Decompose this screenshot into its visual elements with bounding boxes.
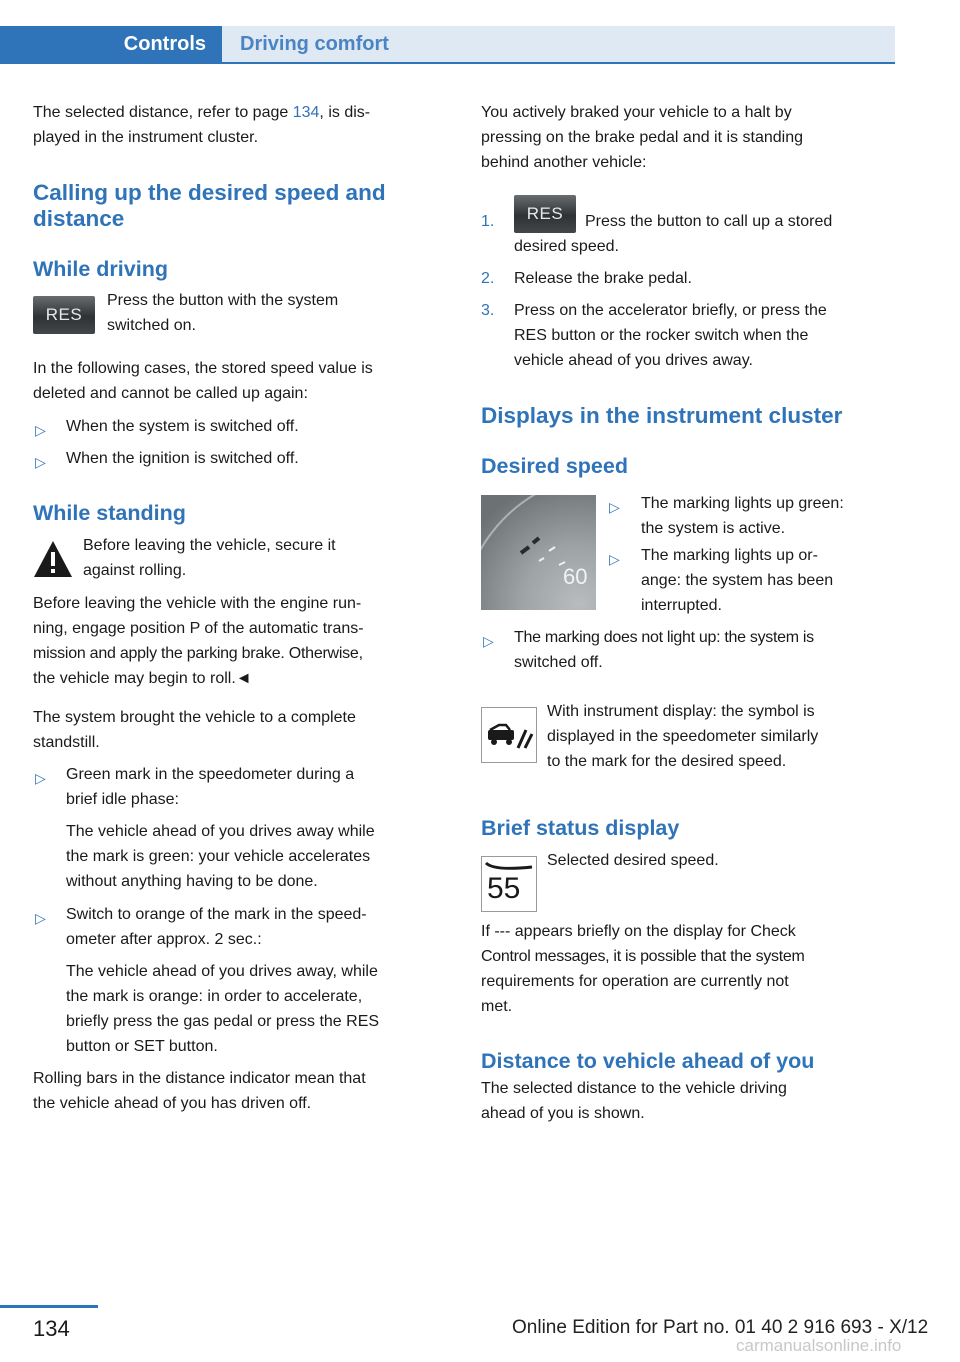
left-column [33, 0, 453, 1200]
step-1-line-1: Press the button to call up a stored [585, 213, 833, 230]
bullet-item-2: When the ignition is switched off. [66, 450, 299, 467]
warning-body-1: Before leaving the vehicle with the engine run- [33, 595, 362, 612]
marking-green-1: The marking lights up green: [641, 495, 844, 512]
standstill-1: The system brought the vehicle to a complete [33, 709, 356, 726]
instr-display-3: to the mark for the desired speed. [547, 753, 787, 770]
orange-sub-3: briefly press the gas pedal or press the RES [66, 1013, 380, 1030]
brief-status-text: Selected desired speed. [547, 852, 719, 869]
heading-brief-status: Brief status display [481, 816, 680, 840]
step-number-2: 2. [481, 270, 495, 287]
marking-off-2: switched off. [514, 654, 603, 671]
instr-display-2: displayed in the speedometer similarly [547, 728, 819, 745]
bullet-icon: ▷ [609, 499, 620, 515]
heading-while-driving: While driving [33, 257, 168, 281]
right-column [481, 0, 901, 1200]
tab-controls[interactable]: Controls [0, 26, 222, 62]
rolling-2: the vehicle ahead of you has driven off. [33, 1095, 312, 1112]
res-button-icon: RES [514, 195, 576, 233]
step-3-line-1: Press on the accelerator briefly, or press the [514, 302, 827, 319]
heading-displays: Displays in the instrument cluster [481, 403, 843, 428]
orange-sub-4: button or SET button. [66, 1038, 218, 1055]
step-number-1: 1. [481, 213, 495, 230]
footer-rule [0, 1305, 98, 1308]
heading-desired-speed: Desired speed [481, 454, 628, 478]
check-line-1: If --- appears briefly on the display for Check [481, 923, 796, 940]
cases-line-1: In the following cases, the stored speed value is [33, 360, 373, 377]
heading-calling-up-2: distance [33, 206, 125, 231]
orange-mark-2: ometer after approx. 2 sec.: [66, 931, 262, 948]
step-2: Release the brake pedal. [514, 270, 692, 287]
page-number: 134 [33, 1316, 70, 1341]
bullet-icon: ▷ [609, 551, 620, 567]
green-mark-2: brief idle phase: [66, 791, 179, 808]
intro-line-2: played in the instrument cluster. [33, 129, 259, 146]
brief-status-icon [481, 856, 537, 912]
heading-distance: Distance to vehicle ahead of you [481, 1049, 815, 1073]
bullet-icon: ▷ [483, 633, 494, 649]
warning-text-2: against rolling. [83, 562, 187, 579]
marking-green-2: the system is active. [641, 520, 786, 537]
green-sub-2: the mark is green: your vehicle accelerates [66, 848, 371, 865]
edition-text: Online Edition for Part no. 01 40 2 916 693 - X/12 [512, 1317, 929, 1338]
marking-orange-3: interrupted. [641, 597, 722, 614]
watermark: carmanualsonline.info [736, 1336, 902, 1355]
green-sub-1: The vehicle ahead of you drives away while [66, 823, 375, 840]
cruise-control-symbol-icon [481, 707, 537, 763]
warning-text-1: Before leaving the vehicle, secure it [83, 537, 336, 554]
speedometer-image [481, 495, 596, 610]
step-3-line-2: RES button or the rocker switch when the [514, 327, 809, 344]
bullet-icon: ▷ [35, 422, 46, 438]
bullet-icon: ▷ [35, 770, 46, 786]
check-line-4: met. [481, 998, 513, 1015]
rolling-1: Rolling bars in the distance indicator mean that [33, 1070, 366, 1087]
intro-line-1: The selected distance, refer to page 134, is dis- [33, 104, 371, 121]
warning-body-4: the vehicle may begin to roll.◄ [33, 670, 252, 687]
instr-display-1: With instrument display: the symbol is [547, 703, 815, 720]
warning-body-2: ning, engage position P of the automatic trans- [33, 620, 364, 637]
braked-2: pressing on the brake pedal and it is standing [481, 129, 803, 146]
warning-body-3: mission and apply the parking brake. Otherwise, [33, 645, 363, 662]
heading-calling-up: Calling up the desired speed and [33, 180, 386, 205]
step-number-3: 3. [481, 302, 495, 319]
orange-mark-1: Switch to orange of the mark in the speed- [66, 906, 367, 923]
gauge-number: 60 [563, 564, 588, 589]
brief-speed-number: 55 [487, 872, 521, 905]
check-line-3: requirements for operation are currently not [481, 973, 789, 990]
res-text-2: switched on. [107, 317, 196, 334]
standstill-2: standstill. [33, 734, 100, 751]
bullet-icon: ▷ [35, 910, 46, 926]
warning-icon [33, 540, 73, 578]
res-button-icon: RES [33, 296, 95, 334]
heading-while-standing: While standing [33, 501, 186, 525]
step-1-line-2: desired speed. [514, 238, 619, 255]
marking-orange-1: The marking lights up or- [641, 547, 818, 564]
distance-line-1: The selected distance to the vehicle driving [481, 1080, 787, 1097]
braked-1: You actively braked your vehicle to a halt by [481, 104, 792, 121]
green-mark-1: Green mark in the speedometer during a [66, 766, 355, 783]
bullet-icon: ▷ [35, 454, 46, 470]
bullet-item-1: When the system is switched off. [66, 418, 299, 435]
green-sub-3: without anything having to be done. [66, 873, 318, 890]
page-link[interactable]: 134 [292, 104, 320, 121]
marking-orange-2: ange: the system has been [641, 572, 834, 589]
step-3-line-3: vehicle ahead of you drives away. [514, 352, 753, 369]
tab-driving-comfort[interactable]: Driving comfort [222, 26, 895, 62]
braked-3: behind another vehicle: [481, 154, 647, 171]
orange-sub-1: The vehicle ahead of you drives away, while [66, 963, 378, 980]
res-text-1: Press the button with the system [107, 292, 339, 309]
cases-line-2: deleted and cannot be called up again: [33, 385, 308, 402]
check-line-2: Control messages, it is possible that the system [481, 948, 805, 965]
orange-sub-2: the mark is orange: in order to accelerate, [66, 988, 363, 1005]
distance-line-2: ahead of you is shown. [481, 1105, 645, 1122]
marking-off-1: The marking does not light up: the system is [514, 629, 814, 646]
